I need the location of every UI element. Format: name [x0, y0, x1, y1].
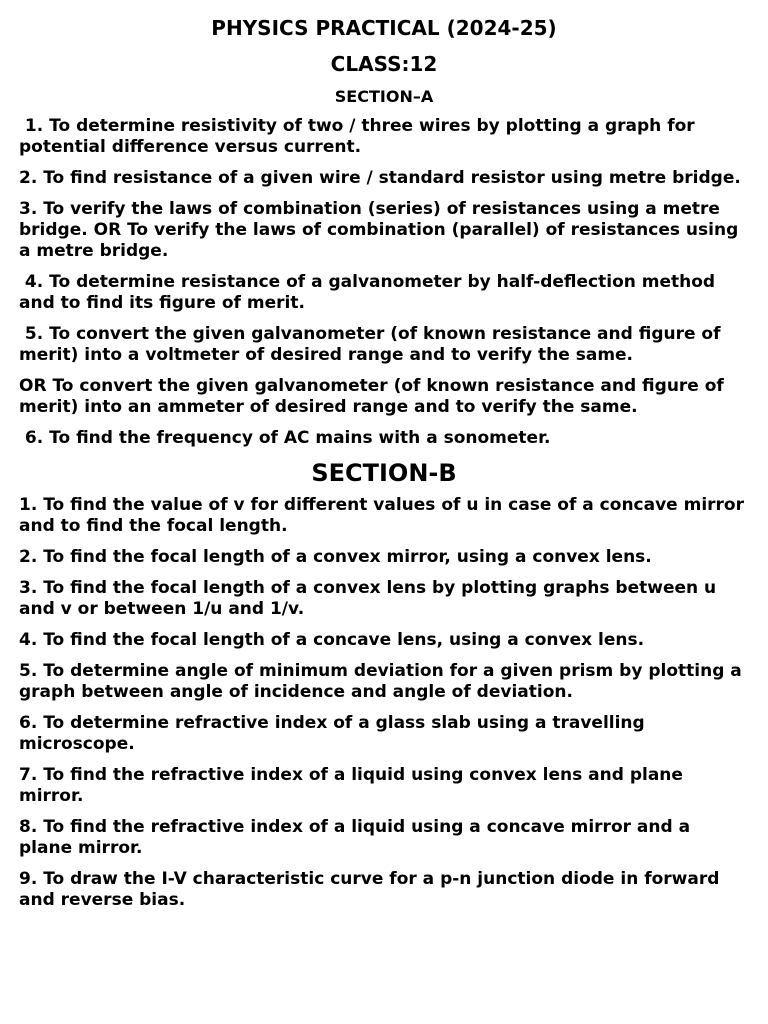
section-a-list: [19, 116, 749, 449]
section-a-item: 5. To convert the given galvanometer (of known resistance and figure of merit) into a voltmeter of desired range and to verify the same.: [19, 324, 727, 365]
section-b-item: 4. To find the focal length of a concave lens, using a convex lens.: [19, 630, 645, 650]
document-title: PHYSICS PRACTICAL (2024-25): [211, 16, 557, 40]
section-b-item: 9. To draw the I-V characteristic curve for a p-n junction diode in forward and reverse bias.: [19, 869, 726, 910]
class-heading: CLASS:12: [330, 52, 438, 76]
section-b-item: 5. To determine angle of minimum deviation for a given prism by plotting a graph between angle of incidence and angle of deviation.: [19, 661, 748, 702]
section-b-list: [19, 495, 749, 911]
section-a-item: 1. To determine resistivity of two / three wires by plotting a graph for potential difference versus current.: [19, 116, 701, 157]
section-a-heading: SECTION–A: [334, 87, 434, 106]
section-a-item: OR To convert the given galvanometer (of known resistance and figure of merit) into an ammeter of desired range and to verify the same.: [19, 376, 730, 417]
section-a-item: 4. To determine resistance of a galvanometer by half-deflection method and to find its figure of merit.: [19, 272, 722, 313]
section-a-item: 2. To find resistance of a given wire / standard resistor using metre bridge.: [19, 168, 741, 188]
section-a-item: 6. To find the frequency of AC mains with a sonometer.: [19, 428, 551, 448]
section-a-item: 3. To verify the laws of combination (series) of resistances using a metre bridge. OR To verify the laws of combination (parallel) of resistances using a metre bridge.: [19, 199, 745, 261]
section-b-item: 6. To determine refractive index of a glass slab using a travelling microscope.: [19, 713, 651, 754]
section-b-item: 1. To find the value of v for different values of u in case of a concave mirror and to find the focal length.: [19, 495, 750, 536]
section-b-item: 8. To find the refractive index of a liquid using a concave mirror and a plane mirror.: [19, 817, 696, 858]
section-b-heading: SECTION-B: [311, 459, 457, 487]
section-b-item: 3. To find the focal length of a convex lens by plotting graphs between u and v or between 1/u and 1/v.: [19, 578, 723, 619]
section-b-item: 7. To find the refractive index of a liquid using convex lens and plane mirror.: [19, 765, 689, 806]
section-b-item: 2. To find the focal length of a convex mirror, using a convex lens.: [19, 547, 652, 567]
